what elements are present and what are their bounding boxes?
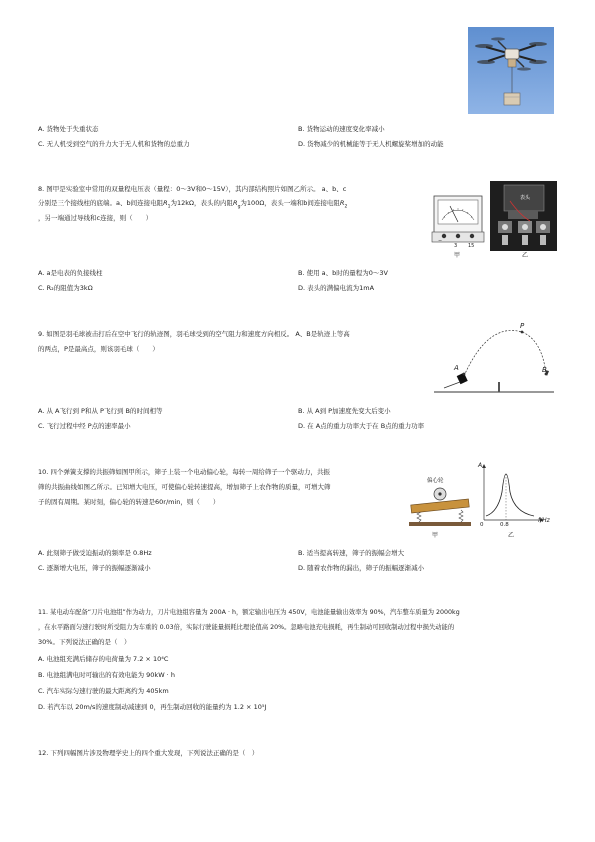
- q7-option-a: A. 货物处于失重状态: [38, 125, 99, 133]
- q11-option-a: A. 电池组充满后储存的电荷量为 7.2 × 10⁴C: [38, 655, 169, 663]
- q11-stem-line3: 30%。下列说法正确的是（ ）: [38, 638, 131, 646]
- q8-fig-label-jia: 甲: [454, 252, 461, 259]
- tick-zero: 0: [480, 522, 484, 528]
- label-eccentric-wheel: 偏心轮: [427, 478, 444, 484]
- q11-option-d: D. 若汽车以 20m/s的速度制动减速到 0，再生制动回收的能量约为 1.2 × 10⁵J: [38, 703, 267, 711]
- label-a: A: [454, 364, 459, 372]
- axis-x-label: f/Hz: [538, 517, 550, 524]
- q11-stem-line1: 11. 某电动车配备“刀片电池组”作为动力，刀片电池组容量为 200A · h，额定输出电压为 450V，电池能量输出效率为 90%，汽车整车质量为 2000kg: [38, 609, 460, 616]
- q10-option-d: D. 随着农作物的漏出，筛子的振幅逐渐减小: [298, 564, 425, 572]
- q7-option-d: D. 货物减少的机械能等于无人机螺旋桨增加的动能: [298, 140, 444, 148]
- photo-label-biaotou: 表头: [520, 195, 531, 201]
- q9-option-a: A. 从 A飞行到 P和从 P飞行到 B的时间相等: [38, 407, 163, 415]
- q8-stem-line3: ，另一端通过导线和c连接，则（ ）: [38, 214, 153, 222]
- q10-fig-label-yi: 乙: [508, 532, 515, 539]
- label-b: B: [542, 366, 547, 374]
- q8-fig-label-yi: 乙: [522, 252, 529, 259]
- q10-stem-line1: 10. 四个弹簧支撑的共振筛如图甲所示，筛子上装一个电动偏心轮，每转一周给筛子一个驱动力，共振: [38, 468, 330, 476]
- q9-stem-line1: 9. 如图是羽毛球被击打后在空中飞行的轨迹图，羽毛球受到的空气阻力和速度方向相反。 A、B是轨迹上等高: [38, 330, 350, 338]
- q10-fig-label-jia: 甲: [432, 532, 439, 539]
- q8-option-d: D. 表头的满偏电流为1mA: [298, 284, 375, 292]
- q11-option-c: C. 汽车实际匀速行驶的最大距离约为 405km: [38, 687, 169, 695]
- voltmeter-minus: −: [438, 238, 443, 244]
- q9-option-d: D. 在 A点的重力功率大于在 B点的重力功率: [298, 422, 425, 430]
- resonance-curve-figure: [476, 462, 562, 532]
- label-p: P: [520, 322, 525, 330]
- voltmeter-figure: [428, 192, 488, 252]
- q8-option-b: B. 使用 a、b时的量程为0～3V: [298, 269, 388, 277]
- q8-stem-line2: 分别是三个接线柱的底端。a、b间连接电阻$R_1$为12kΩ，表头的内阻$R_g$为100Ω，表头一端和b间连接电阻$R_2$: [38, 199, 348, 210]
- q10-option-c: C. 逐渐增大电压，筛子的振幅逐渐减小: [38, 564, 151, 572]
- tick-0-8: 0.8: [500, 522, 509, 528]
- q10-stem-line2: 筛的共振曲线如图乙所示。已知增大电压，可使偏心轮转速提高，增加筛子上农作物的质量，可增大筛: [38, 483, 331, 491]
- q10-option-b: B. 适当提高转速，筛子的振幅会增大: [298, 549, 405, 557]
- q9-stem-line2: 的两点，P是最高点，则该羽毛球（ ）: [38, 345, 159, 353]
- badminton-trajectory-figure: [430, 322, 558, 398]
- q8-stem-line1: 8. 图甲是实验室中常用的双量程电压表（量程：0～3V和0～15V），其内部结构照片如图乙所示。 a、b、c: [38, 185, 347, 193]
- q12-stem-line1: 12. 下列四幅图片涉及物理学史上的四个重大发现，下列说法正确的是（ ）: [38, 749, 259, 757]
- q11-stem-line2: ，在水平路面匀速行驶时所受阻力为车重的 0.03倍，实际行驶能量损耗比理论值高 20%。忽略电池充电损耗，再生制动可回收制动过程中损失动能的: [38, 624, 455, 631]
- q8-option-a: A. a是电表的负接线柱: [38, 269, 103, 277]
- q10-stem-line3: 子的固有周期。某时刻，偏心轮的转速是60r/min，则（ ）: [38, 498, 220, 506]
- voltmeter-scale-3: 3: [454, 243, 458, 249]
- q11-option-b: B. 电池组满电时可输出的有效电能为 90kW · h: [38, 671, 175, 679]
- sieve-figure: [405, 478, 475, 530]
- q7-option-c: C. 无人机受到空气的升力大于无人机和货物的总重力: [38, 140, 190, 148]
- q9-option-c: C. 飞行过程中经 P点的速率最小: [38, 422, 131, 430]
- voltmeter-internal-photo: [490, 181, 557, 251]
- q8-option-c: C. R₂的阻值为3kΩ: [38, 284, 93, 292]
- drone-photo: [468, 27, 554, 114]
- axis-y-label: A: [478, 462, 483, 469]
- q9-option-b: B. 从 A到 P加速度先变大后变小: [298, 407, 391, 415]
- voltmeter-scale-15: 15: [468, 243, 475, 249]
- q10-option-a: A. 此刻筛子做受迫振动的频率是 0.8Hz: [38, 549, 152, 557]
- q7-option-b: B. 货物运动的速度变化率减小: [298, 125, 385, 133]
